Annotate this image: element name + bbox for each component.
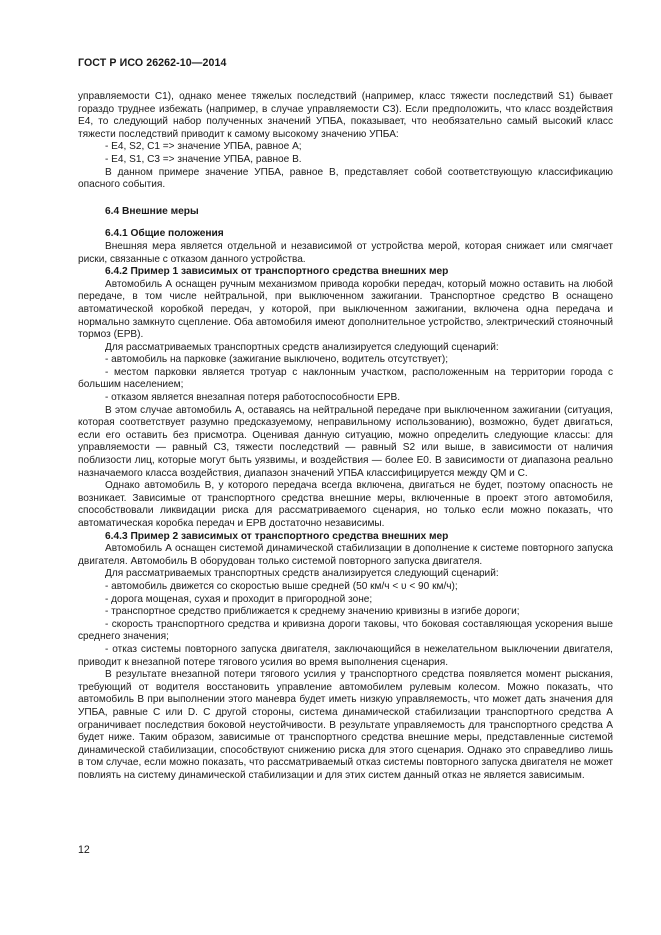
list-item: - автомобиль движется со скоростью выше средней (50 км/ч < υ < 90 км/ч); bbox=[105, 580, 458, 592]
list-item: - E4, S2, C1 => значение УПБА, равное А; bbox=[105, 141, 302, 153]
paragraph: В результате внезапной потери тягового усилия у транспортного средства появляется момент рыскания, требующий от водителя восстановить управление автомобилем рулевым колесом. Можно показать, что автомобиль В при выполнении этого маневра будет иметь низкую управляемость, что может дать значения для УПБА, равные С или D. С другой стороны, система динамической стабилизации транспортного средства А ограничивает последствия боковой неустойчивости. В результате управляемость для транспортного средства А будет ниже. Таким образом, зависимые от транспортного средства внешние меры, представленные системой динамической стабилизации, способствуют снижению риска для этого сценария. Однако это справедливо лишь в том случае, если можно показать, что рассматриваемый отказ системы повторного запуска двигателя не может повлиять на систему динамической стабилизации и для этих систем данный отказ не является зависимым. bbox=[78, 669, 613, 781]
subsection-heading: 6.4.3 Пример 2 зависимых от транспортного средства внешних мер bbox=[105, 530, 449, 542]
paragraph: В данном примере значение УПБА, равное В, представляет собой соответствующую классификацию опасного события. bbox=[78, 166, 613, 191]
page-header: ГОСТ Р ИСО 26262-10—2014 bbox=[78, 57, 227, 69]
list-item: - дорога мощеная, сухая и проходит в пригородной зоне; bbox=[105, 593, 373, 605]
list-item: - отказ системы повторного запуска двигателя, заключающийся в нежелательном выключении двигателя, приводит к внезапной потере тягового усилия во время выполнения сценария. bbox=[78, 643, 613, 668]
subsection-heading: 6.4.2 Пример 1 зависимых от транспортного средства внешних мер bbox=[105, 266, 449, 278]
list-item: - E4, S1, C3 => значение УПБА, равное В. bbox=[105, 153, 302, 165]
subsection-heading: 6.4.1 Общие положения bbox=[105, 228, 224, 240]
page-number: 12 bbox=[78, 844, 90, 856]
paragraph: Внешняя мера является отдельной и независимой от устройства мерой, которая снижает или смягчает риски, связанные с отказом данного устройства. bbox=[78, 240, 613, 265]
list-item: - транспортное средство приближается к среднему значению кривизны в изгибе дороги; bbox=[105, 606, 520, 618]
page-content bbox=[78, 91, 613, 782]
paragraph: управляемости C1), однако менее тяжелых последствий (например, класс тяжести последствий S1) бывает гораздо труднее избежать (например, в случае управляемости C3). Если предположить, что класс воздействия E4, то следующий набор полученных значений УПБА, показывает, что необязательно самый высокий класс тяжести последствий приводит к самому высокому значению УПБА: bbox=[78, 91, 613, 140]
paragraph: Для рассматриваемых транспортных средств анализируется следующий сценарий: bbox=[105, 341, 499, 353]
section-heading: 6.4 Внешние меры bbox=[105, 205, 199, 217]
list-item: - местом парковки является тротуар с наклонным участком, расположенным на территории города с большим населением; bbox=[78, 366, 613, 391]
paragraph: Однако автомобиль В, у которого передача всегда включена, двигаться не будет, поэтому опасность не возникает. Зависимые от транспортного средства внешние меры, включенные в проект этого автомобиля, способствовали ликвидации риска для рассматриваемого сценария, но только если можно показать, что автоматическая коробка передач и EPB достаточно независимы. bbox=[78, 480, 613, 529]
paragraph: Автомобиль А оснащен системой динамической стабилизации в дополнение к системе повторного запуска двигателя. Автомобиль В оборудован только системой повторного запуска двигателя. bbox=[78, 543, 613, 567]
paragraph: Автомобиль А оснащен ручным механизмом привода коробки передач, который можно оставить на любой передаче, в том числе нейтральной, при выключенном зажигании. Транспортное средство В оснащено автоматической коробкой передач, у которой, при выключенном зажигании, включена одна передача и нормально замкнуто сцепление. Оба автомобиля имеют дополнительное устройство, электрический стояночный тормоз (EPB). bbox=[78, 278, 613, 341]
list-item: - автомобиль на парковке (зажигание выключено, водитель отсутствует); bbox=[105, 354, 449, 366]
list-item: - отказом является внезапная потеря работоспособности EPB. bbox=[105, 392, 400, 404]
paragraph: В этом случае автомобиль А, оставаясь на нейтральной передаче при выключенном зажигании (ситуация, которая соответствует разумно предсказуемому, неправильному использованию), возможно, будет двигаться, если его оставить без присмотра. Оценивая данную ситуацию, можно определить следующие классы: для управляемости — равный С3, тяжести последствий — равный S2 или выше, в зависимости от наличия поблизости лиц, которые могут быть уязвимы, и воздействия — более E0. В зависимости от диапазона реально назначаемого класса воздействия, диапазон значений УПБА классифицируется между QM и С. bbox=[78, 404, 613, 479]
paragraph: Для рассматриваемых транспортных средств анализируется следующий сценарий: bbox=[105, 568, 499, 580]
list-item: - скорость транспортного средства и кривизна дороги таковы, что боковая составляющая ускорения выше среднего значения; bbox=[78, 618, 613, 643]
